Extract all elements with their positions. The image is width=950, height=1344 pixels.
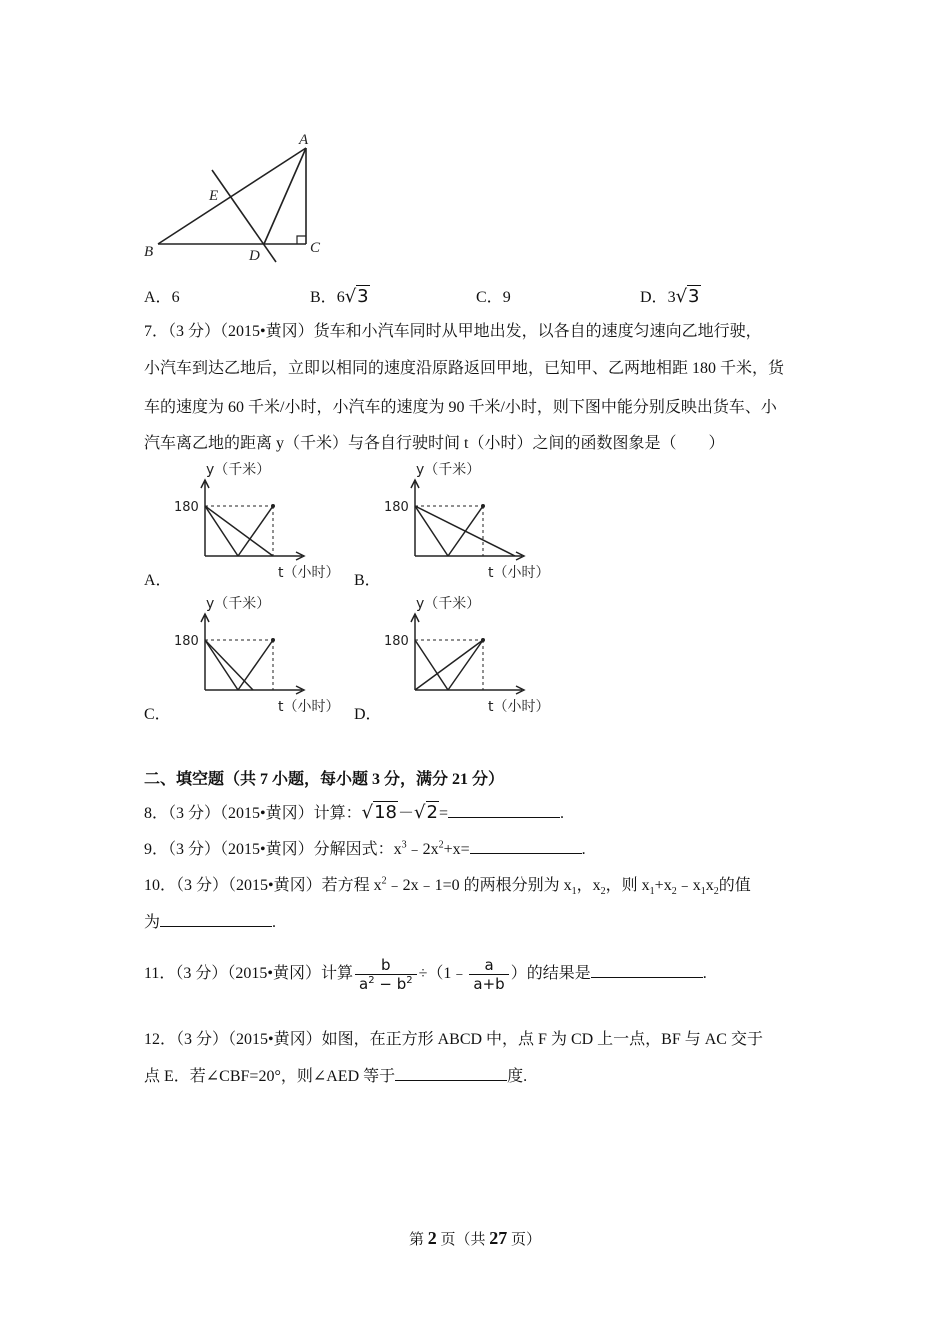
fraction-1: $\frac{b}{a^2 - b^2}$ xyxy=(355,956,417,993)
truck-line xyxy=(415,640,483,690)
q8: 8．（3 分）（2015•黄冈）计算：√18－√2= . xyxy=(144,802,564,823)
q10-line-1: 10．（3 分）（2015•黄冈）若方程 $x^2﹣2x﹣1=0$ 的两根分别为 $x_1$，$x_2$，则 $x_1+x_2﹣x_1x_2$的值 xyxy=(144,875,751,898)
end-point xyxy=(481,638,485,642)
q7-line-1: 7．（3 分）（2015•黄冈）货车和小汽车同时从甲地出发，以各自的速度匀速向乙地行驶， xyxy=(144,323,762,340)
q7-line-2: 小汽车到达乙地后，立即以相同的速度沿原路返回甲地，已知甲、乙两地相距 180 千米，货 xyxy=(144,360,785,377)
right-angle-mark xyxy=(297,236,306,244)
graph-x-label: t（小时） xyxy=(278,565,340,581)
q6-option-b: B．6√3 xyxy=(310,286,369,307)
graph-y-value: 180 xyxy=(384,500,409,515)
answer-blank[interactable] xyxy=(160,912,272,927)
end-point xyxy=(271,638,275,642)
section-heading: 二、填空题（共 7 小题，每小题 3 分，满分 21 分） xyxy=(144,771,505,788)
truck-line xyxy=(415,506,515,556)
graph-y-label: y（千米） xyxy=(416,462,481,478)
fraction-2: $\frac{a}{a+b}$ xyxy=(469,956,508,993)
answer-blank[interactable] xyxy=(448,803,560,818)
q6-option-d: D．3√3 xyxy=(640,286,700,307)
graph-y-label: y（千米） xyxy=(206,462,271,478)
truck-line xyxy=(205,640,253,690)
answer-blank[interactable] xyxy=(591,963,703,978)
graph-y-value: 180 xyxy=(174,634,199,649)
vertex-label-e: E xyxy=(209,188,219,204)
vertex-label-a: A xyxy=(299,132,309,148)
q6-option-a: A．6 xyxy=(144,289,180,306)
end-point xyxy=(481,504,485,508)
q7-line-4: 汽车离乙地的距离 y（千米）与各自行驶时间 t（小时）之间的函数图象是（ ） xyxy=(144,435,725,452)
q7-graph-a xyxy=(170,456,360,586)
car-line-out xyxy=(415,640,448,690)
truck-line xyxy=(205,506,273,556)
q7-graph-c xyxy=(170,590,360,720)
q7-option-a-label: A． xyxy=(144,572,172,589)
graph-y-label: y（千米） xyxy=(416,596,481,612)
vertex-label-b: B xyxy=(144,244,154,260)
vertex-label-d: D xyxy=(249,248,260,264)
q12-line-2: 点 E．若∠CBF=20°，则∠AED 等于 度. xyxy=(144,1068,528,1085)
vertex-label-c: C xyxy=(310,240,321,256)
q7-line-3: 车的速度为 60 千米/小时，小汽车的速度为 90 千米/小时，则下图中能分别反映出货车、小 xyxy=(144,399,777,416)
car-line-back xyxy=(238,506,273,556)
q7-option-c-label: C． xyxy=(144,706,171,723)
car-line-back xyxy=(448,640,483,690)
q7-graph-d xyxy=(380,590,570,720)
q11: 11．（3 分）（2015•黄冈）计算 $\frac{b}{a^2 - b^2}$ ÷（1﹣ $\frac{a}{a+b}$ ）的结果是 . xyxy=(144,955,707,993)
q12-line-1: 12．（3 分）（2015•黄冈）如图，在正方形 ABCD 中，点 F 为 CD 上一点，BF 与 AC 交于 xyxy=(144,1031,763,1048)
car-line-out xyxy=(205,506,238,556)
side-ba xyxy=(158,148,306,244)
graph-y-label: y（千米） xyxy=(206,596,271,612)
q10-line-2: 为 . xyxy=(144,914,277,931)
answer-blank[interactable] xyxy=(395,1066,507,1081)
q9: 9．（3 分）（2015•黄冈）分解因式：$x^3﹣2x^2+x=$ . xyxy=(144,839,586,858)
graph-x-label: t（小时） xyxy=(278,699,340,715)
graph-y-value: 180 xyxy=(174,500,199,515)
sqrt-symbol: √18 xyxy=(361,802,397,823)
sqrt-symbol: √3 xyxy=(344,286,369,307)
answer-blank[interactable] xyxy=(470,839,582,854)
q7-option-d-label: D． xyxy=(354,706,382,723)
sqrt-symbol: √2 xyxy=(414,802,438,823)
graph-x-label: t（小时） xyxy=(488,699,550,715)
graph-y-value: 180 xyxy=(384,634,409,649)
triangle-figure xyxy=(136,126,336,266)
sqrt-symbol: √3 xyxy=(675,286,700,307)
end-point xyxy=(271,504,275,508)
car-line-back xyxy=(238,640,273,690)
page-footer: 第 2 页（共 27 页） xyxy=(408,1228,542,1248)
q7-option-b-label: B． xyxy=(354,572,381,589)
perpendicular-bisector-line xyxy=(212,170,276,262)
car-line-out xyxy=(205,640,238,690)
q6-option-c: C．9 xyxy=(476,289,511,306)
graph-x-label: t（小时） xyxy=(488,565,550,581)
q7-graph-b xyxy=(380,456,570,586)
